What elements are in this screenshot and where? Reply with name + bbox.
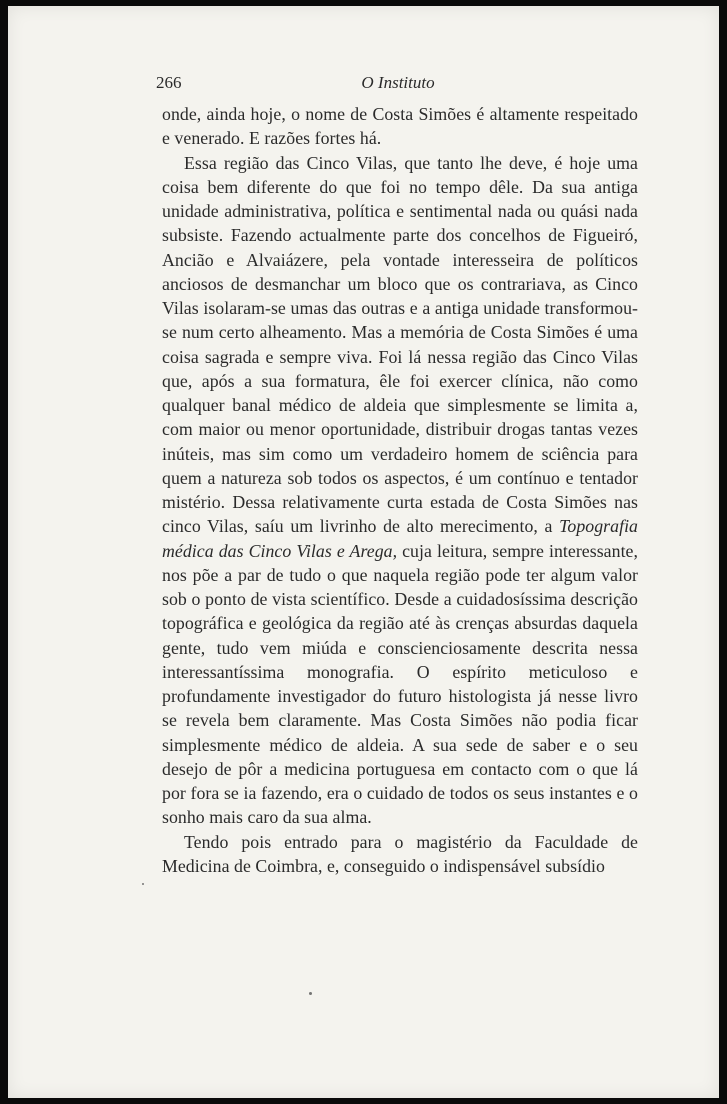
- page-header: [156, 73, 640, 95]
- paper-speck: [309, 992, 312, 995]
- body-text: [162, 102, 638, 878]
- book-title: Topografia médica das Cinco Vilas e Arega,: [162, 516, 638, 561]
- paragraph-1: onde, ainda hoje, o nome de Costa Simões é altamente respeitado e venerado. E razões fortes há.: [162, 104, 638, 149]
- paper-speck: [142, 883, 144, 885]
- paragraph-2: [162, 151, 638, 830]
- page-number: 266: [156, 73, 182, 92]
- paragraph-2-part-1: Essa região das Cinco Vilas, que tanto lhe deve, é hoje uma coisa bem diferente do que foi no tempo dêle. Da sua antiga unidade administrativa, política e sentimental nada ou quási nada subsiste. Fazendo actualmente parte dos concelhos de Figueiró, Ancião e Alvaiázere, pela vontade interesseira de políticos anciosos de desmanchar um bloco que os contrariava, as Cinco Vilas isolaram-se umas das outras e a antiga unidade transformou-se num certo alheamento. Mas a memória de Costa Simões é uma coisa sagrada e sempre viva. Foi lá nessa região das Cinco Vilas que, após a sua formatura, êle foi exercer clínica, não como qualquer banal médico de aldeia que simplesmente se limita a, com maior ou menor oportunidade, distribuir drogas tantas vezes inúteis, mas sim como um verdadeiro homem de sciência para quem a natureza sob todos os aspectos, é um contínuo e tentador mistério. Dessa relativamente curta estada de Costa Simões nas cinco Vilas, saíu um livrinho de alto merecimento, a: [162, 152, 638, 537]
- book-page: [8, 6, 719, 1098]
- paragraph-2-part-2: cuja leitura, sempre interessante, nos põe a par de tudo o que naquela região pode ter algum valor sob o ponto de vista scientífico. Desde a cuidadosíssima descrição topográfica e geológica da região até às crenças absurdas daquela gente, tudo vem miúda e conscienciosamente descrita nessa interessantíssima monografia. O espírito meticuloso e profundamente investigador do futuro histologista já nesse livro se revela bem claramente. Mas Costa Simões não podia ficar simplesmente médico de aldeia. A sua sede de saber e o seu desejo de pôr a medicina portuguesa em contacto com o que lá por fora se ia fazendo, era o cuidado de todos os seus instantes e o sonho mais caro da sua alma.: [162, 540, 638, 828]
- paragraph-3: Tendo pois entrado para o magistério da Faculdade de Medicina de Coimbra, e, conseguido o indispensável subsídio: [162, 831, 638, 876]
- running-title: O Instituto: [361, 73, 435, 92]
